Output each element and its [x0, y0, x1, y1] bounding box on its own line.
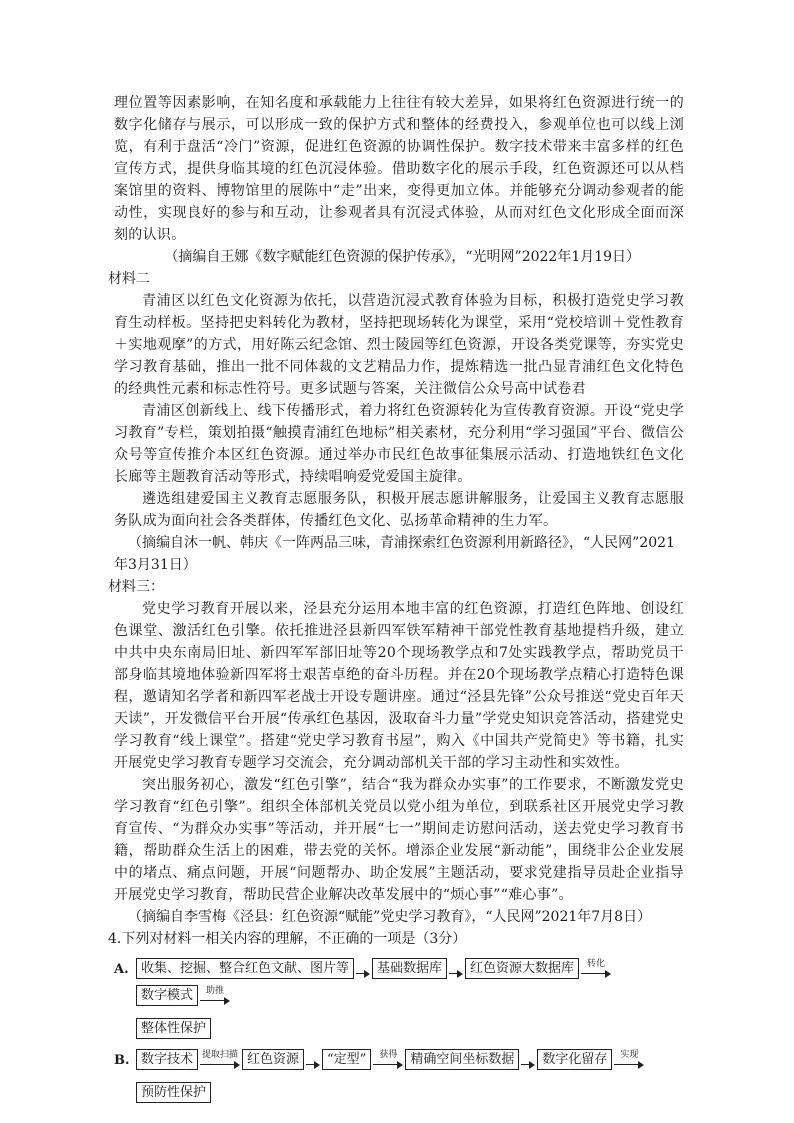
material3-paragraph-2: 突出服务初心，激发“红色引擎”，结合“我为群众办实事”的工作要求，不断激发党史学习教育“红色引擎”。组织全体部机关党员以党小组为单位，到联系社区开展党史学习教育宣传、“为群众办实事”等活动，并开展“七一”期间走访慰问活动，送去党史学习教育书籍，帮助群众生活上的困难，带去党的关怀。增添企业发展“新动能”，围绕非公企业发展中的堵点、痛点问题，开展“问题帮办、助企发展”主题活动，要求党建指导员赴企业指导开展党史学习教育，帮助民营企业解决改革发展中的“烦心事”“难心事”。: [114, 777, 684, 903]
flow-box: 数字化留存: [537, 1049, 612, 1070]
flow-box: 精确空间坐标数据: [405, 1049, 519, 1070]
material3-paragraph-1: 党史学习教育开展以来，泾县充分运用本地丰富的红色资源，打造红色阵地、创设红色课堂、激活红色引擎。依托推进泾县新四军铁军精神干部党性教育基地提档升级，建立中共中央东南局旧址、新四军军部旧址等20个现场教学点和7处实践教学点，帮助党员干部身临其境地体验新四军将士艰苦卓绝的奋斗历程。并在20个现场教学点精心打造特色课程，邀请知名学者和新四军老战士开设专题讲座。通过“泾县先锋”公众号推送“党史百年天天读”，开发微信平台开展“传承红色基因，汲取奋斗力量”学党史知识竞答活动，搭建党史学习教育“线上课堂”。搭建“党史学习教育书屋”，购入《中国共产党简史》等书籍，扎实开展党史学习教育专题学习交流会，充分调动部机关干部的学习主动性和实效性。: [114, 601, 684, 771]
option-a-letter: A.: [114, 962, 129, 977]
flow-arrow-icon: [449, 959, 463, 979]
flow-arrow-icon: 获得: [373, 1050, 403, 1070]
question-4-stem: 4.下列对材料一相关内容的理解，不正确的一项是（3分）: [108, 931, 467, 947]
flow-box: 收集、挖掘、整合红色文献、图片等: [136, 958, 354, 979]
flow-arrow-icon: 转化: [581, 959, 611, 979]
material2-heading: 材料二: [108, 271, 150, 287]
flow-box: 红色资源大数据库: [465, 958, 579, 979]
flow-box: 预防性保护: [136, 1082, 211, 1103]
material3-heading: 材料三：: [108, 579, 164, 595]
option-b-flowchart: [136, 1049, 656, 1103]
flow-arrow-icon: 助推: [200, 986, 230, 1006]
flow-arrow-icon: 提取扫描: [200, 1050, 240, 1070]
flow-box: 红色资源: [242, 1049, 304, 1070]
flow-box: 数字模式: [136, 985, 198, 1006]
flow-arrow-icon: [356, 959, 370, 979]
material2-paragraph-1: 青浦区以红色文化资源为依托，以营造沉浸式教育体验为目标，积极打造党史学习教育生动样板。坚持把史料转化为教材，坚持把现场转化为课堂，采用“党校培训＋党性教育＋实地观摩”的方式，用好陈云纪念馆、烈士陵园等红色资源，开设各类党课等，夯实党史学习教育基础，推出一批不同体裁的文艺精品力作，提炼精选一批凸显青浦红色文化特色的经典性元素和标志性符号。更多试题与答案，关注微信公众号高中试卷君: [114, 293, 684, 397]
material3-source: （摘编自李雪梅《泾县：红色资源“赋能”党史学习教育》，“人民网”2021年7月8日）: [128, 909, 652, 925]
flow-box: 整体性保护: [136, 1018, 211, 1039]
material2-source: （摘编自沐一帆、韩庆《一阵两品三味，青浦探索红色资源利用新路径》，“人民网”2021年3月31日）: [114, 535, 675, 573]
question-4-options: [114, 958, 684, 1103]
material1-source: （摘编自王娜《数字赋能红色资源的保护传承》，“光明网”2022年1月19日）: [164, 249, 641, 265]
option-a[interactable]: [114, 958, 684, 1039]
flow-arrow-icon: 实现: [614, 1050, 644, 1070]
flow-box: 数字技术: [136, 1049, 198, 1070]
flow-box: “定型”: [322, 1049, 371, 1070]
option-a-flowchart: [136, 958, 656, 1039]
flow-box: 基础数据库: [372, 958, 447, 979]
flow-arrow-icon: [521, 1050, 535, 1070]
material2-paragraph-3: 遴选组建爱国主义教育志愿服务队，积极开展志愿讲解服务，让爱国主义教育志愿服务队成为面向社会各类群体，传播红色文化、弘扬革命精神的生力军。: [114, 491, 684, 529]
flow-arrow-icon: [306, 1050, 320, 1070]
material1-tail-paragraph: 理位置等因素影响，在知名度和承载能力上往往有较大差异，如果将红色资源进行统一的数字化储存与展示，可以形成一致的保护方式和整体的经费投入，参观单位也可以线上浏览，有利于盘活“冷门”资源，促进红色资源的协调性保护。数字技术带来丰富多样的红色宣传方式，提供身临其境的红色沉浸体验。借助数字化的展示手段，红色资源还可以从档案馆里的资料、博物馆里的展陈中“走”出来，变得更加立体。并能够充分调动参观者的能动性，实现良好的参与和互动，让参观者具有沉浸式体验，从而对红色文化形成全面而深刻的认识。: [114, 95, 684, 243]
material2-paragraph-2: 青浦区创新线上、线下传播形式，着力将红色资源转化为宣传教育资源。开设“党史学习教育”专栏，策划拍摄“触摸青浦红色地标”相关素材，充分利用“学习强国”平台、微信公众号等宣传推介本区红色资源。通过举办市民红色故事征集展示活动、打造地铁红色文化长廊等主题教育活动等形式，持续唱响爱党爱国主旋律。: [114, 403, 684, 485]
option-b[interactable]: [114, 1049, 684, 1103]
option-b-letter: B.: [114, 1053, 130, 1068]
